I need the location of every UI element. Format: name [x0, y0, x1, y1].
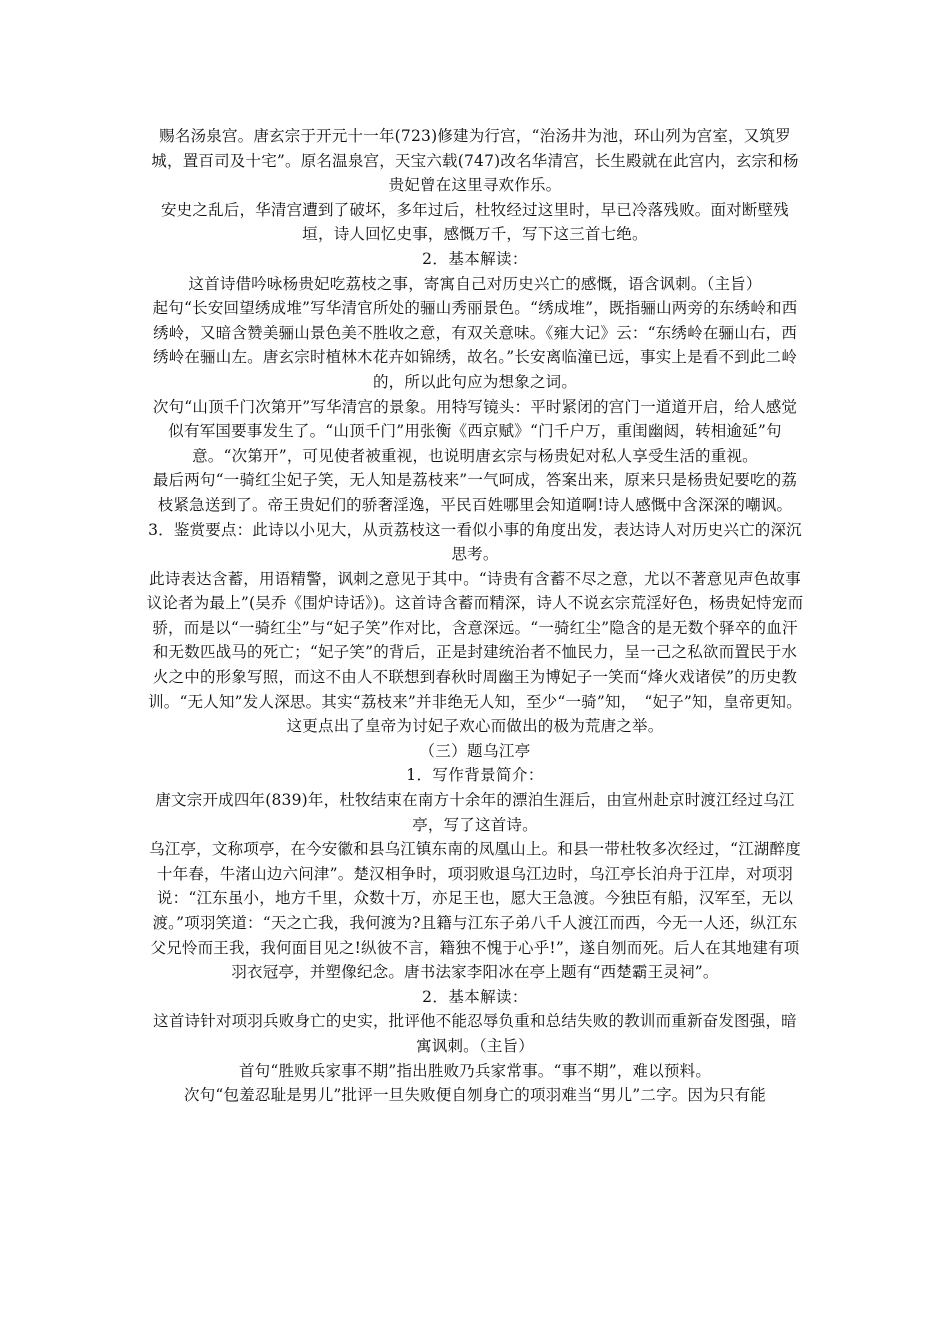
paragraph-first-line: 起句“长安回望绣成堆”写华清官所处的骊山秀丽景色。“绣成堆”，既指骊山两旁的东绣岭和西绣岭，又暗含赞美骊山景色美不胜收之意，有双关意味。《雍大记》云：“东绣岭在骊山右，西绣岭在骊山左。唐玄宗时植林木花卉如锦绣，故名。”长安离临潼已远，事实上是看不到此二岭的，所以此句应为想象之词。 — [152, 299, 798, 391]
paragraph-writing-background: 唐文宗开成四年(839)年，杜牧结束在南方十余年的漂泊生涯后，由宣州赴京时渡江经过乌江亭，写了这首诗。 — [155, 791, 795, 834]
paragraph-wujiang-history: 乌江亭，文称项亭，在今安徽和县乌江镇东南的凤凰山上。和县一带杜牧多次经过，“江湖醉度十年春，牛渚山边六问津”。楚汉相争时，项羽败退乌江边时，乌江亭长泊舟于江岸，对项羽说：“江东虽小，地方千里，众数十万，亦足王也，愿大王急渡。今独臣有船，汉军至，无以渡。”项羽笑道：“天之亡我，我何渡为?且籍与江东子弟八千人渡江而西，今无一人还，纵江东父兄怜而王我，我何面目见之!纵彼不言，籍独不愧于心乎!”，遂自刎而死。后人在其地建有项羽衣冠亭，并塑像纪念。唐书法家李阳冰在亭上题有“西楚霸王灵祠”。 — [149, 840, 801, 982]
section-heading-background: 1．写作背景简介： — [406, 766, 544, 785]
section-heading-wujiang-pavilion: （三）题乌江亭 — [419, 741, 531, 760]
paragraph-theme-lychee: 这首诗借吟咏杨贵妃吃荔枝之事，寄寓自己对历史兴亡的感慨，语含讽刺。（主旨） — [188, 274, 762, 293]
paragraph-second-line-2: 次句“包羞忍耻是男儿”批评一旦失败便自刎身亡的项羽难当“男儿”二字。因为只有能 — [184, 1086, 766, 1105]
section-heading-basic-reading: 2．基本解读： — [422, 249, 528, 268]
paragraph-second-line: 次句“山顶千门次第开”写华清宫的景象。用特写镜头：平时紧闭的宫门一道道开启，给人感觉似有军国要事发生了。“山顶千门”用张衡《西京赋》“门千户万，重闺幽闼，转相逾延”句意。“次第开”，可见使者被重视，也说明唐玄宗与杨贵妃对私人享受生活的重视。 — [152, 397, 798, 465]
paragraph-appreciation-points: 3．鉴赏要点：此诗以小见大，从贡荔枝这一看似小事的角度出发，表达诗人对历史兴亡的深沉思考。 — [148, 520, 802, 564]
paragraph-huaqing-history: 赐名汤泉宫。唐玄宗于开元十一年(723)修建为行宫，“治汤井为池，环山列为宫室，又筑罗城，置百司及十宅”。原名温泉宫，天宝六载(747)改名华清宫，长生殿就在此宫内，玄宗和杨贵妃曾在这里寻欢作乐。 — [151, 127, 799, 195]
section-heading-basic-reading-2: 2．基本解读： — [422, 987, 528, 1006]
paragraph-last-lines: 最后两句“一骑红尘妃子笑，无人知是荔枝来”一气呵成，答案出来，原来只是杨贵妃要吃的荔枝紧急送到了。帝王贵妃们的骄奢淫逸，平民百姓哪里会知道啊!诗人感慨中含深深的嘲讽。 — [152, 471, 798, 514]
paragraph-first-line-2: 首句“胜败兵家事不期”指出胜败乃兵家常事。“事不期”，难以预料。 — [238, 1061, 712, 1080]
paragraph-theme-xiangyu: 这首诗针对项羽兵败身亡的史实，批评他不能忍辱负重和总结失败的教训而重新奋发图强，暗寓讽刺。（主旨） — [153, 1012, 797, 1055]
paragraph-anshi-rebellion: 安史之乱后，华清宫遭到了破坏，多年过后，杜牧经过这里时，早已冷落残败。面对断壁残垣，诗人回忆史事，感慨万千，写下这三首七绝。 — [160, 200, 789, 244]
paragraph-implicit-satire: 此诗表达含蓄，用语精警，讽刺之意见于其中。“诗贵有含蓄不尽之意，尤以不著意见声色故事议论者为最上”(吴乔《围炉诗话》)。这首诗含蓄而精深，诗人不说玄宗荒淫好色，杨贵妃恃宠而骄，而是以“一骑红尘”与“妃子笑”作对比，含意深远。“一骑红尘”隐含的是无数个驿卒的血汗和无数匹战马的死亡；“妃子笑”的背后，正是封建统治者不恤民力，呈一己之私欲而置民于水火之中的形象写照，而这不由人不联想到春秋时周幽王为博妃子一笑而“烽火戏诸侯”的历史教训。“无人知”发人深思。其实“荔枝来”并非绝无人知，至少“一骑”知， “妃子”知，皇帝更知。这更点出了皇帝为讨妃子欢心而做出的极为荒唐之举。 — [146, 569, 804, 736]
